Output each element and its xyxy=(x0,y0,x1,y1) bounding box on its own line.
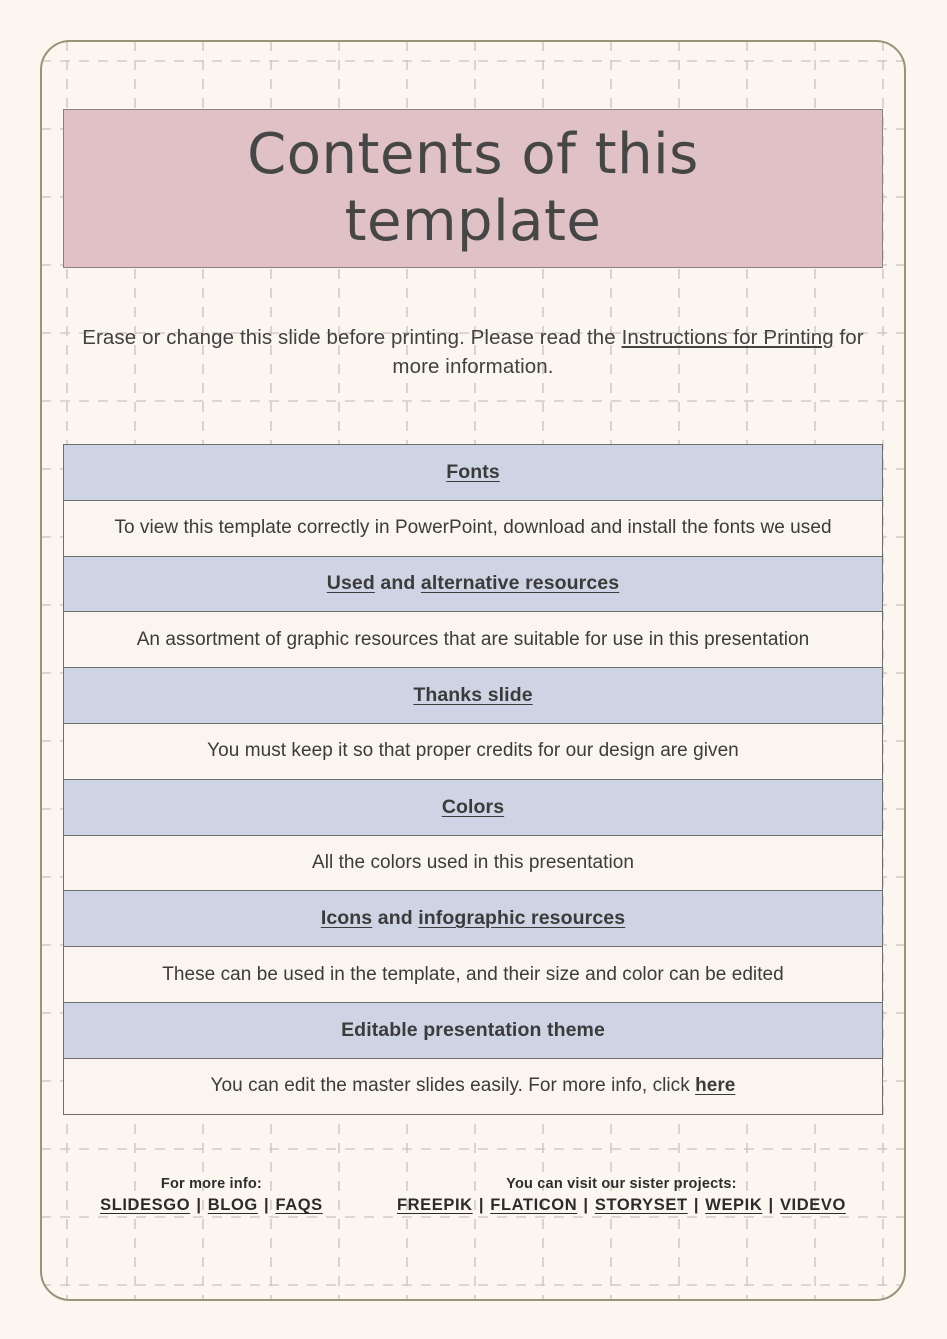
footer-blog-link[interactable]: BLOG xyxy=(207,1196,258,1214)
footer-videvo-link[interactable]: VIDEVO xyxy=(779,1196,846,1214)
table-row xyxy=(64,556,883,612)
table-row xyxy=(64,445,883,501)
footer-column-more-info xyxy=(100,1176,323,1215)
table-row xyxy=(64,947,883,1003)
footer-more-info-heading: For more info: xyxy=(160,1176,262,1192)
footer-slidesgo-link[interactable]: SLIDESGO xyxy=(100,1196,191,1214)
table-link[interactable]: Thanks slide xyxy=(413,684,533,707)
table-section-description xyxy=(64,723,883,779)
table-link[interactable]: Used xyxy=(326,572,375,595)
footer-flaticon-link[interactable]: FLATICON xyxy=(490,1196,578,1214)
page-title: Contents of this template xyxy=(247,122,699,254)
footer-link-separator: | xyxy=(763,1196,779,1214)
subtitle-text-before: Erase or change this slide before printing. Please read the xyxy=(82,326,622,349)
table-row xyxy=(64,891,883,947)
footer-link-separator: | xyxy=(688,1196,705,1214)
table-section-header xyxy=(64,779,883,835)
table-section-description xyxy=(64,1058,883,1114)
contents-table xyxy=(63,444,883,1115)
table-link[interactable]: Fonts xyxy=(446,460,500,483)
table-row xyxy=(64,779,883,835)
table-text: and xyxy=(372,907,419,930)
table-row xyxy=(64,835,883,891)
table-text: You can edit the master slides easily. For more info, click xyxy=(210,1075,696,1097)
table-section-description xyxy=(64,835,883,891)
footer-freepik-link[interactable]: FREEPIK xyxy=(396,1196,473,1214)
footer-sister-projects-heading: You can visit our sister projects: xyxy=(506,1176,737,1192)
table-text: You must keep it so that proper credits for our design are given xyxy=(207,740,739,762)
table-text: These can be used in the template, and their size and color can be edited xyxy=(162,963,784,985)
table-section-header xyxy=(64,668,883,724)
table-row xyxy=(64,1002,883,1058)
footer-link-separator: | xyxy=(578,1196,594,1214)
footer xyxy=(63,1176,883,1215)
table-link[interactable]: Icons xyxy=(320,907,373,930)
table-section-description xyxy=(64,500,883,556)
footer-link-separator: | xyxy=(473,1196,490,1214)
table-row xyxy=(64,1058,883,1114)
footer-link-separator: | xyxy=(191,1196,207,1214)
table-row xyxy=(64,612,883,668)
table-section-header xyxy=(64,891,883,947)
footer-column-sister-projects xyxy=(397,1176,846,1215)
table-section-header xyxy=(64,1002,883,1058)
footer-wepik-link[interactable]: WEPIK xyxy=(705,1196,763,1214)
footer-link-separator: | xyxy=(258,1196,275,1214)
table-link[interactable]: alternative resources xyxy=(420,572,620,595)
footer-sister-projects-links xyxy=(397,1196,846,1215)
table-text: An assortment of graphic resources that are suitable for use in this presentation xyxy=(136,628,810,650)
footer-more-info-links xyxy=(100,1196,323,1215)
footer-storyset-link[interactable]: STORYSET xyxy=(594,1196,688,1214)
table-row xyxy=(64,500,883,556)
subtitle-text-after: for more information. xyxy=(392,326,864,379)
table-text: and xyxy=(374,572,421,595)
subtitle-note xyxy=(63,323,883,381)
contents-table-body xyxy=(64,445,883,1115)
table-link[interactable]: infographic resources xyxy=(418,907,626,930)
footer-faqs-link[interactable]: FAQS xyxy=(275,1196,323,1214)
table-link[interactable]: here xyxy=(695,1075,736,1097)
table-row xyxy=(64,668,883,724)
table-section-header xyxy=(64,445,883,501)
instructions-for-printing-link[interactable]: Instructions for Printing xyxy=(621,326,834,349)
table-section-description xyxy=(64,612,883,668)
table-text: All the colors used in this presentation xyxy=(311,851,634,873)
table-section-header xyxy=(64,556,883,612)
table-link[interactable]: Colors xyxy=(441,795,505,818)
table-text: Editable presentation theme xyxy=(341,1018,605,1041)
table-text: To view this template correctly in PowerPoint, download and install the fonts we used xyxy=(114,517,832,539)
title-band xyxy=(63,109,883,268)
table-section-description xyxy=(64,947,883,1003)
table-row xyxy=(64,723,883,779)
